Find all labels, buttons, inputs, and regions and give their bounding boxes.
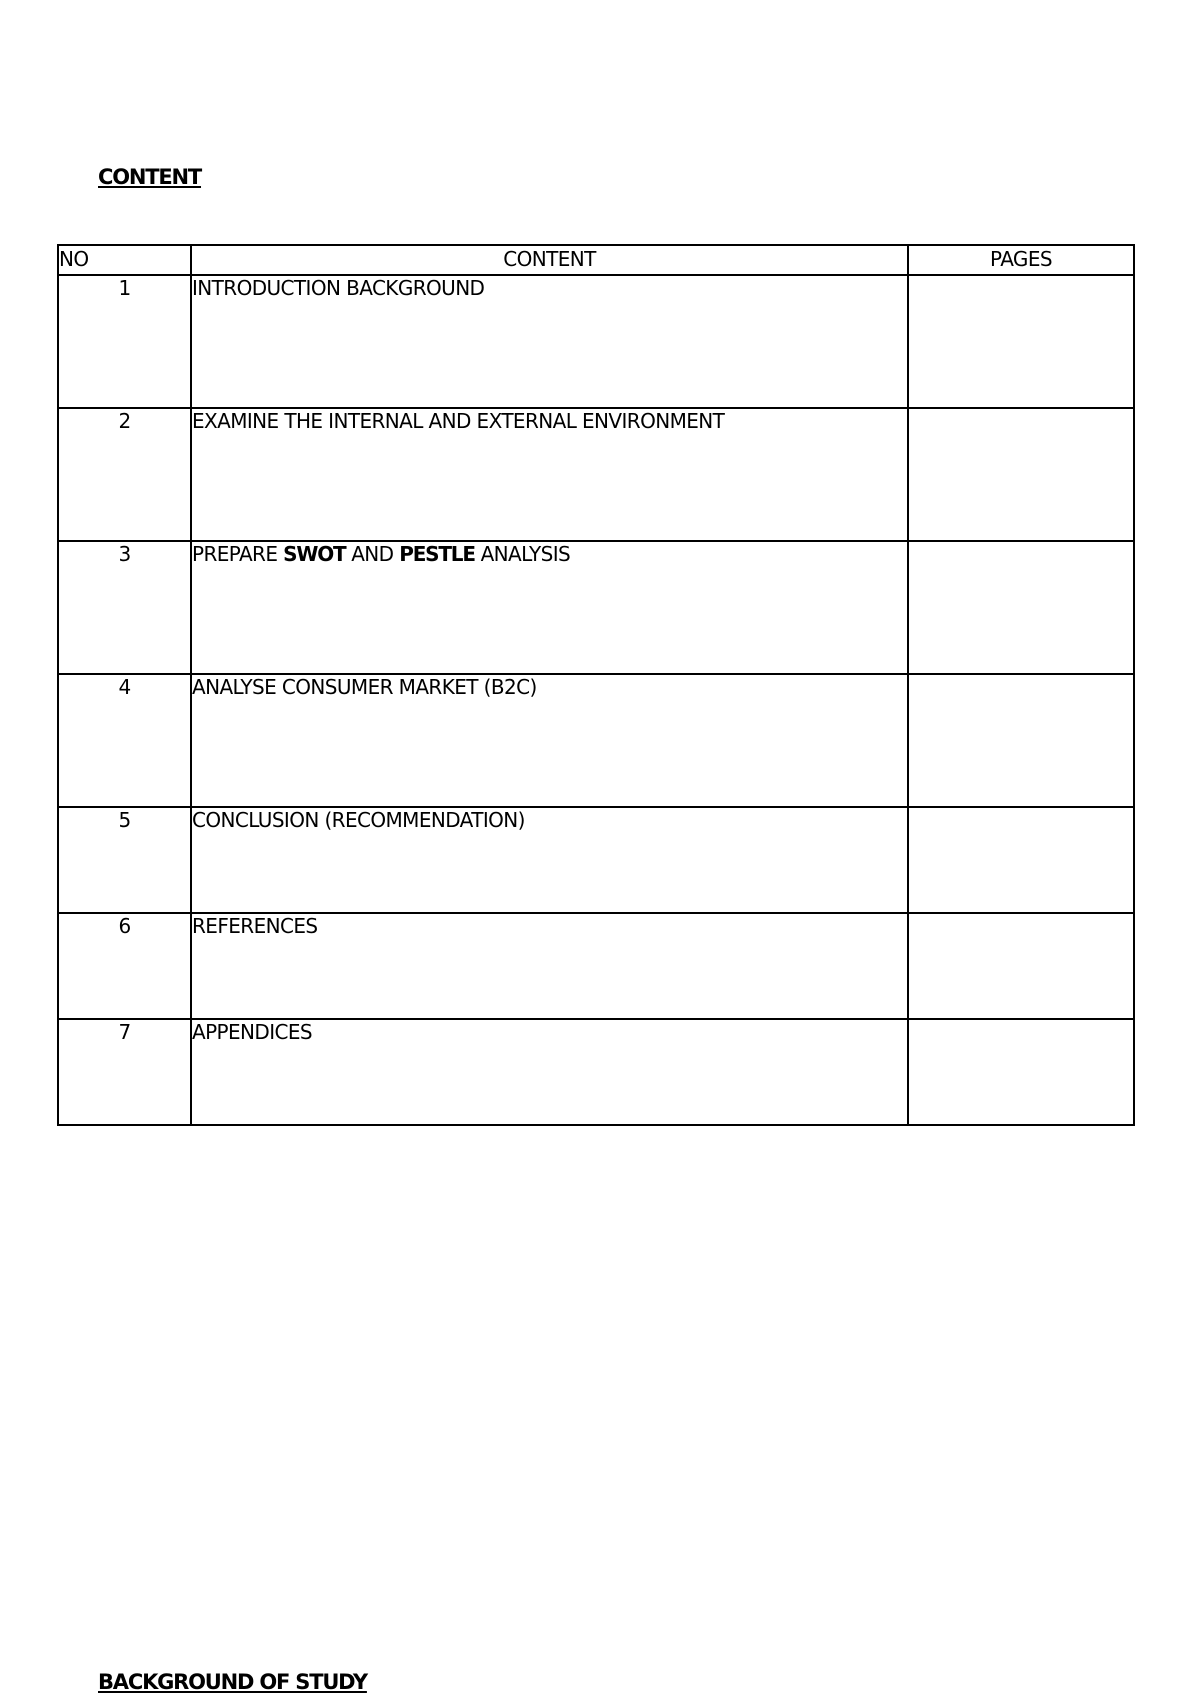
row-content: EXAMINE THE INTERNAL AND EXTERNAL ENVIRONMENT xyxy=(191,408,908,541)
row-pages xyxy=(908,807,1134,913)
row-pages xyxy=(908,1019,1134,1125)
table-row xyxy=(58,275,1134,408)
row-pages xyxy=(908,674,1134,807)
content-text: AND xyxy=(345,542,400,566)
row-number: 4 xyxy=(58,674,191,807)
table-row xyxy=(58,807,1134,913)
row-number: 7 xyxy=(58,1019,191,1125)
row-pages xyxy=(908,541,1134,674)
table-row xyxy=(58,541,1134,674)
table-row xyxy=(58,913,1134,1019)
row-content: APPENDICES xyxy=(191,1019,908,1125)
swot-emphasis: SWOT xyxy=(283,542,346,566)
row-number: 2 xyxy=(58,408,191,541)
content-text: ANALYSIS xyxy=(474,542,571,566)
table-row xyxy=(58,674,1134,807)
row-content: ANALYSE CONSUMER MARKET (B2C) xyxy=(191,674,908,807)
row-content: CONCLUSION (RECOMMENDATION) xyxy=(191,807,908,913)
content-text: PREPARE xyxy=(192,542,284,566)
row-content xyxy=(191,541,908,674)
row-pages xyxy=(908,913,1134,1019)
table-header-row xyxy=(58,245,1134,275)
table-of-contents xyxy=(57,244,1135,1126)
row-number: 6 xyxy=(58,913,191,1019)
row-content: REFERENCES xyxy=(191,913,908,1019)
row-content: INTRODUCTION BACKGROUND xyxy=(191,275,908,408)
row-number: 5 xyxy=(58,807,191,913)
row-pages xyxy=(908,275,1134,408)
header-no: NO xyxy=(58,245,191,275)
row-pages xyxy=(908,408,1134,541)
pestle-emphasis: PESTLE xyxy=(399,542,475,566)
section-heading: BACKGROUND OF STUDY xyxy=(98,1670,367,1694)
page-title: CONTENT xyxy=(98,165,202,189)
header-pages: PAGES xyxy=(908,245,1134,275)
row-number: 3 xyxy=(58,541,191,674)
header-content: CONTENT xyxy=(191,245,908,275)
table-row xyxy=(58,408,1134,541)
row-number: 1 xyxy=(58,275,191,408)
table-row xyxy=(58,1019,1134,1125)
